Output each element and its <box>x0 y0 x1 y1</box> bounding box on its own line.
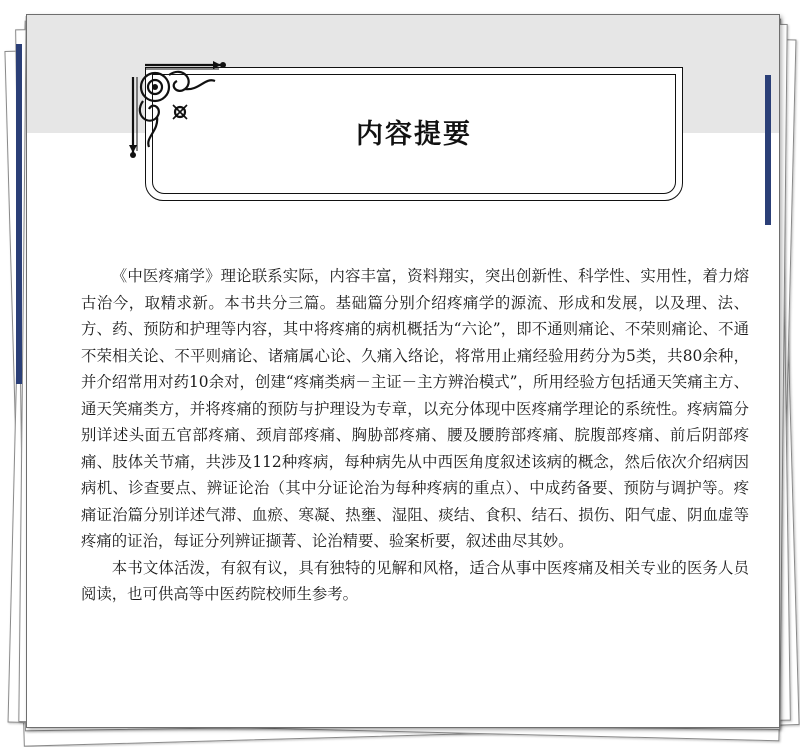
summary-text <box>81 263 749 608</box>
blue-page-edge <box>765 75 771 225</box>
paragraph: 本书文体活泼，有叙有议，具有独特的见解和风格，适合从事中医疼痛及相关专业的医务人员阅读，也可供高等中医药院校师生参考。 <box>81 558 749 603</box>
blue-page-edge <box>16 44 22 384</box>
page-title: 内容提要 <box>356 119 472 150</box>
paragraph: 《中医疼痛学》理论联系实际，内容丰富，资料翔实，突出创新性、科学性、实用性，着力熔古治今，取精求新。本书共分三篇。基础篇分别介绍疼痛学的源流、形成和发展，以及理、法、方、药、预防和护理等内容，其中将疼痛的病机概括为“六论”，即不通则痛论、不荣则痛论、不通不荣相关论、不平则痛论、诸痛属心论、久痛入络论，将常用止痛经验用药分为5类，共80余种，并介绍常用对药10余对，创建“疼痛类病－主证－主方辨治模式”，所用经验方包括通天笑痛主方、通天笑痛类方，并将疼痛的预防与护理设为专章，以充分体现中医疼痛学理论的系统性。疼病篇分别详述头面五官部疼痛、颈肩部疼痛、胸胁部疼痛、腰及腰胯部疼痛、脘腹部疼痛、前后阴部疼痛、肢体关节痛，共涉及112种疼病，每种病先从中西医角度叙述该病的概念，然后依次介绍病因病机、诊查要点、辨证论治（其中分证论治为每种疼病的重点）、中成药备要、预防与调护等。疼痛证治篇分别详述气滞、血瘀、寒凝、热壅、湿阻、痰结、食积、结石、损伤、阳气虚、阴血虚等疼痛的证治，每证分列辨证撷菁、论治精要、验案析要，叙述曲尽其妙。 <box>81 267 749 550</box>
corner-ornament-icon <box>123 55 233 165</box>
document-page <box>26 14 780 728</box>
